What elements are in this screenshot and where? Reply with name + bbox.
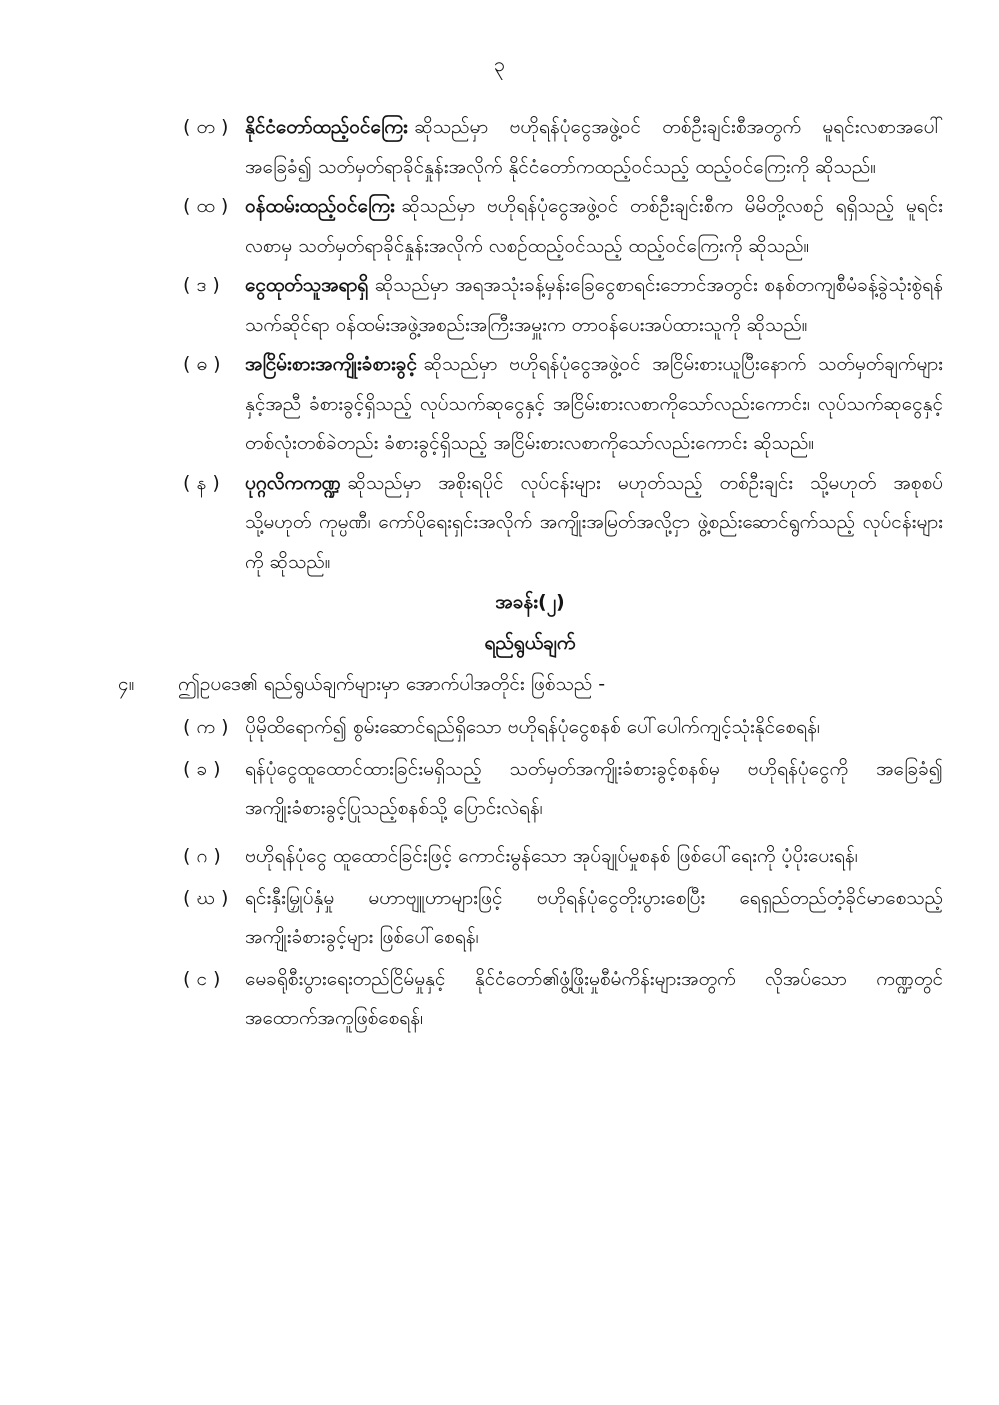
objective-label: ( ခ )	[183, 758, 221, 780]
definition-text: ဆိုသည်မှာ အရအသုံးခန့်မှန်းခြေငွေစာရင်းဘောင်အတွင်း စနစ်တကျစီမံခန့်ခွဲသုံးစွဲရန် သက်ဆိုင်ရာ ဝန်ထမ်းအဖွဲ့အစည်းအကြီးအမှူးက တာဝန်ပေးအပ်ထားသူကို ဆိုသည်။	[245, 274, 943, 336]
definition-label: ( ဒ )	[183, 274, 220, 296]
section-number: ၄။	[118, 673, 135, 695]
objective-label: ( ဃ )	[183, 887, 229, 909]
definition-body	[245, 464, 943, 583]
objective-text: ပိုမိုထိရောက်၍ စွမ်းဆောင်ရည်ရှိသော ဗဟိုရန်ပုံငွေစနစ် ပေါ်ပေါက်ကျင့်သုံးနိုင်စေရန်၊	[245, 716, 820, 738]
definition-text: ဆိုသည်မှာ ဗဟိုရန်ပုံငွေအဖွဲ့ဝင် တစ်ဦးချင်းစီအတွက် မူရင်းလစာအပေါ်အခြေခံ၍ သတ်မှတ်ရာခိုင်နှုန်းအလိုက် နိုင်ငံတော်ကထည့်ဝင်သည့် ထည့်ဝင်ကြေးကို ဆိုသည်။	[245, 116, 943, 178]
definition-body	[245, 187, 943, 266]
definition-item	[183, 464, 943, 583]
definition-body	[245, 345, 943, 464]
objective-label: ( က )	[183, 716, 229, 738]
objective-item	[183, 750, 943, 828]
definition-term: ဝန်ထမ်းထည့်ဝင်ကြေး	[245, 195, 395, 217]
definition-term: အငြိမ်းစားအကျိုးခံစားခွင့်	[245, 353, 418, 375]
definition-term: နိုင်ငံတော်ထည့်ဝင်ကြေး	[245, 116, 408, 138]
definition-item	[183, 187, 943, 266]
definition-label: ( န )	[183, 471, 220, 494]
definition-term: ငွေထုတ်သူအရာရှိ	[245, 274, 369, 296]
objective-text: ရင်းနှီးမြှုပ်နှံမှု မဟာဗျူဟာများဖြင့် ဗဟိုရန်ပုံငွေတိုးပွားစေပြီး ရေရှည်တည်တံ့ခိုင်မာစေသည့် အကျိုးခံစားခွင့်များ ဖြစ်ပေါ်စေရန်၊	[245, 887, 943, 948]
objective-label: ( ဂ )	[183, 845, 221, 867]
objective-item	[183, 879, 943, 957]
objective-text: ရန်ပုံငွေထူထောင်ထားခြင်းမရှိသည့် သတ်မှတ်အကျိုးခံစားခွင့်စနစ်မှ ဗဟိုရန်ပုံငွေကို အခြေခံ၍ အကျိုးခံစားခွင့်ပြုသည့်စနစ်သို့ ပြောင်းလဲရန်၊	[245, 758, 943, 819]
objective-text: မေခရိုစီးပွားရေးတည်ငြိမ်မှုနှင့် နိုင်ငံတော်၏ဖွံ့ဖြိုးမှုစီမံကိန်းများအတွက် လိုအပ်သော ကဏ္ဍတွင် အထောက်အကူဖြစ်စေရန်၊	[245, 968, 943, 1029]
definition-body	[245, 108, 943, 187]
definition-term: ပုဂ္ဂလိကကဏ္ဍ	[245, 471, 341, 494]
chapter-title: ရည်ရွယ်ချက်	[484, 632, 576, 654]
definition-item	[183, 345, 943, 464]
definition-text: ဆိုသည်မှာ ဗဟိုရန်ပုံငွေအဖွဲ့ဝင် အငြိမ်းစားယူပြီးနောက် သတ်မှတ်ချက်များနှင့်အညီ ခံစားခွင့်ရှိသည့် လုပ်သက်ဆုငွေနှင့် အငြိမ်းစားလစာကိုသော်လည်းကောင်း၊ လုပ်သက်ဆုငွေနှင့် တစ်လုံးတစ်ခဲတည်း ခံစားခွင့်ရှိသည့် အငြိမ်းစားလစာကိုသော်လည်းကောင်း ဆိုသည်။	[245, 353, 943, 454]
section-heading	[118, 664, 943, 705]
objective-list	[183, 708, 943, 1038]
objective-label: ( င )	[183, 968, 221, 990]
page-number: ၃	[493, 52, 506, 76]
definition-list	[183, 108, 943, 582]
definition-label: ( ဓ )	[183, 353, 221, 375]
objective-text: ဗဟိုရန်ပုံငွေ ထူထောင်ခြင်းဖြင့် ကောင်းမွန်သော အုပ်ချုပ်မှုစနစ် ဖြစ်ပေါ်ရေးကို ပံ့ပိုးပေးရန်၊	[245, 845, 858, 867]
page-content	[0, 108, 999, 1038]
definition-text: ဆိုသည်မှာ ဗဟိုရန်ပုံငွေအဖွဲ့ဝင် တစ်ဦးချင်းစီက မိမိတို့လစဉ် ရရှိသည့် မူရင်းလစာမှ သတ်မှတ်ရာခိုင်နှုန်းအလိုက် လစဉ်ထည့်ဝင်သည့် ထည့်ဝင်ကြေးကို ဆိုသည်။	[245, 195, 943, 257]
definition-text: ဆိုသည်မှာ အစိုးရပိုင် လုပ်ငန်းများ မဟုတ်သည့် တစ်ဦးချင်း သို့မဟုတ် အစုစပ် သို့မဟုတ် ကုမ္ပဏီ၊ ကော်ပိုရေးရှင်းအလိုက် အကျိုးအမြတ်အလို့ငှာ ဖွဲ့စည်းဆောင်ရွက်သည့် လုပ်ငန်းများကို ဆိုသည်။	[245, 471, 943, 573]
chapter-number: အခန်း(၂)	[495, 591, 565, 613]
section-intro: ဤဥပဒေ၏ ရည်ရွယ်ချက်များမှာ အောက်ပါအတိုင်း ဖြစ်သည် -	[178, 673, 606, 695]
definition-body	[245, 266, 943, 345]
definition-label: ( တ )	[183, 116, 229, 138]
objective-item	[183, 708, 943, 747]
objective-item	[183, 960, 943, 1038]
definition-item	[183, 108, 943, 187]
definition-item	[183, 266, 943, 345]
definition-label: ( ထ )	[183, 195, 229, 217]
objective-item	[183, 837, 943, 876]
